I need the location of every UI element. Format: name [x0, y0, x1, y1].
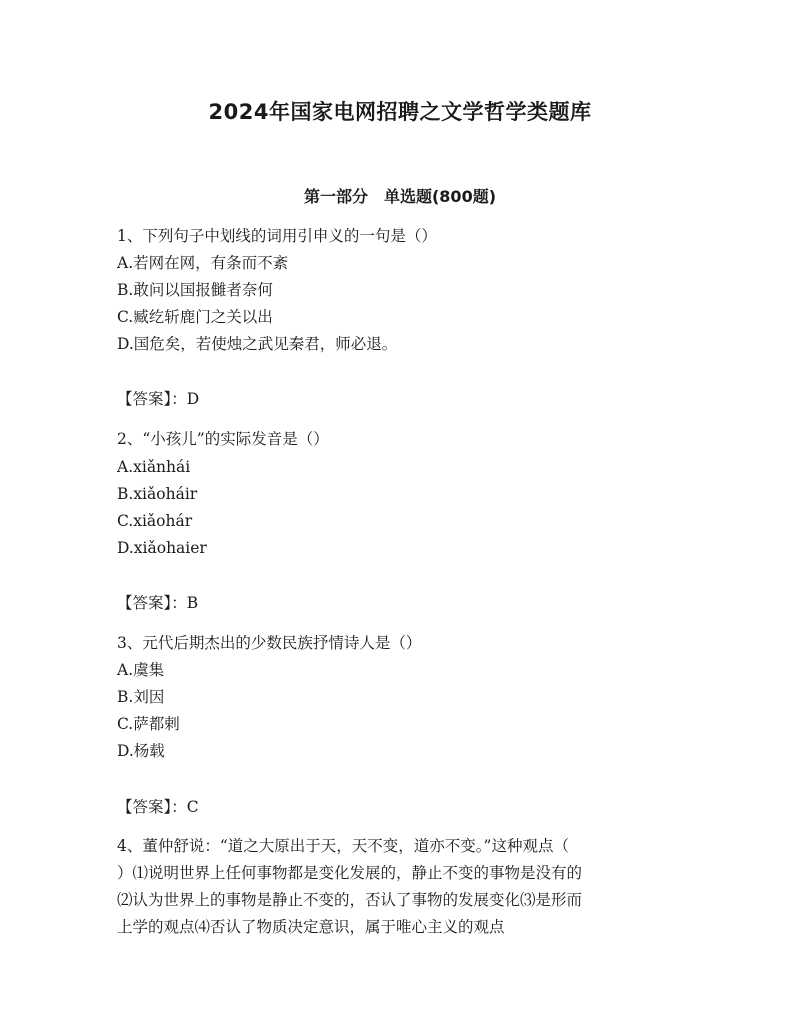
question-3-stem: 3、元代后期杰出的少数民族抒情诗人是（）	[117, 634, 422, 652]
question-1-stem: 1、下列句子中划线的词用引申义的一句是（）	[117, 227, 437, 245]
question-2-option-c: C.xiǎohár	[117, 512, 193, 530]
document-title: 2024年国家电网招聘之文学哲学类题库	[208, 100, 592, 124]
question-4-stem-line-3: ⑵认为世界上的事物是静止不变的，否认了事物的发展变化⑶是形而	[117, 891, 583, 909]
question-1-option-c: C.臧纥斩鹿门之关以出	[117, 308, 273, 326]
question-2-option-b: B.xiǎoháir	[117, 485, 198, 503]
question-3-option-d: D.杨载	[117, 742, 165, 760]
question-3-option-a: A.虞集	[117, 661, 165, 679]
question-1-answer: 【答案】：D	[117, 390, 200, 408]
question-2-option-d: D.xiǎohaier	[117, 539, 207, 557]
question-3-option-c: C.萨都剌	[117, 715, 180, 733]
question-1-option-b: B.敢问以国报雠者奈何	[117, 281, 273, 299]
question-4-stem-line-1: 4、董仲舒说：“道之大原出于天，天不变，道亦不变。”这种观点（	[117, 837, 569, 855]
question-3-option-b: B.刘因	[117, 688, 165, 706]
question-2-option-a: A.xiǎnhái	[117, 458, 191, 476]
section-heading: 第一部分 单选题(800题)	[303, 187, 497, 206]
question-3-answer: 【答案】：C	[117, 798, 199, 816]
question-2-stem: 2、“小孩儿”的实际发音是（）	[117, 430, 329, 448]
question-2-answer: 【答案】：B	[117, 594, 199, 612]
question-1-option-d: D.国危矣，若使烛之武见秦君，师必退。	[117, 335, 398, 353]
question-4-stem-line-4: 上学的观点⑷否认了物质决定意识，属于唯心主义的观点	[117, 918, 505, 936]
question-1-option-a: A.若网在网，有条而不紊	[117, 254, 289, 272]
question-4-stem-line-2: ）⑴说明世界上任何事物都是变化发展的，静止不变的事物是没有的	[117, 864, 583, 882]
